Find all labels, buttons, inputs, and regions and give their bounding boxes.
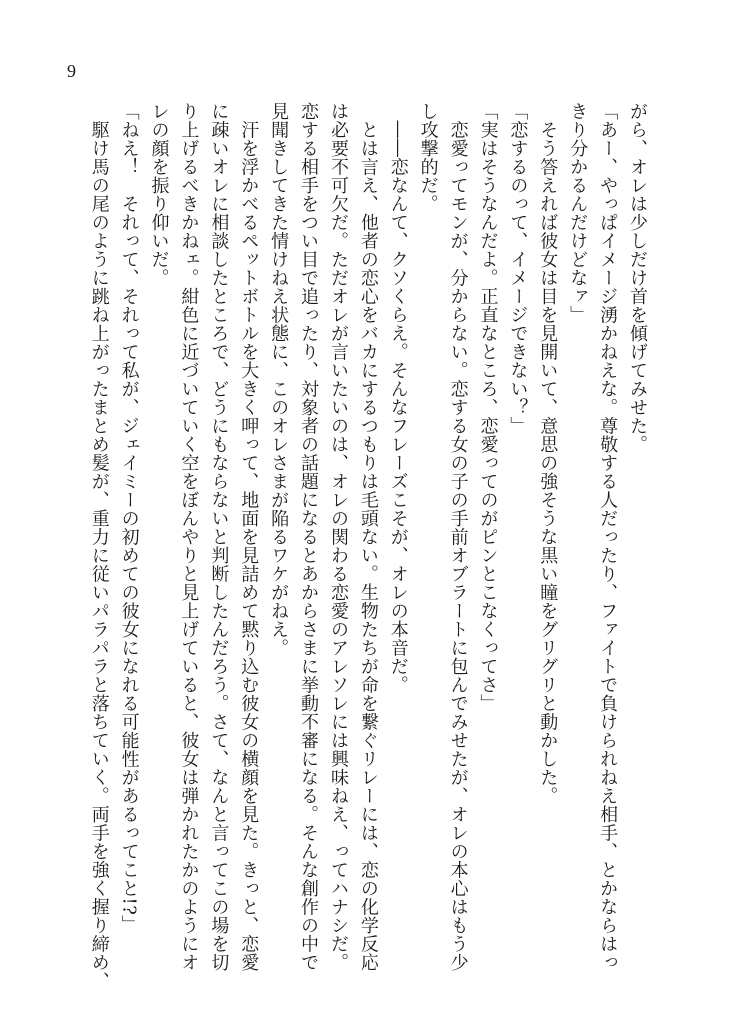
text-line: に疎いオレに相談したところで、どうにもならないと判断したんだろう。さて、なんと言ってこの場を切 [208,102,230,972]
text-line: 「ねえ！ それって、それって私が、ジェイミーの初めての彼女になれる可能性があるってこと!?」 [118,102,140,934]
text-line: 見聞きしてきた情けねえ状態に、このオレさまが陥るワケがねえ。 [268,102,290,657]
text-line: がら、オレは少しだけ首を傾げてみせた。 [627,102,648,454]
text-line: 汗を浮かべるペットボトルを大きく呷って、地面を見詰めて黙り込む彼女の横顔を見た。きっと、恋愛 [238,102,260,972]
text-line: ――恋なんて、クソくらえ。そんなフレーズこそが、オレの本音だ。 [387,102,409,694]
text-line: とは言え、他者の恋心をバカにするつもりは毛頭ない。生物たちが命を繋ぐリレーには、恋の化学反応 [357,102,379,972]
text-line: 恋愛ってモンが、分からない。恋する女の子の手前オブラートに包んでみせたが、オレの本心はもう少 [447,102,469,972]
text-line: 駆け馬の尾のように跳ね上がったまとめ髪が、重力に従いパラパラと落ちていく。両手を強く握り締め、 [88,102,110,990]
text-line: 「実はそうなんだよ。正直なところ、恋愛ってのがピンとこなくってさ」 [477,102,499,713]
text-line: 「恋するのって、イメージできない？」 [507,102,529,435]
text-line: 恋する相手をつい目で追ったり、対象者の話題になるとあからさまに挙動不審になる。そんな創作の中で [298,102,320,972]
text-line: きり分かるんだけどなァ」 [567,102,589,324]
page-number: 9 [67,61,76,81]
text-line: は必要不可欠だ。ただオレが言いたいのは、オレの関わる恋愛のアレソレには興味ねえ、ってハナシだ。 [327,102,349,972]
body-text [84,102,652,990]
text-line: 「あー、やっぱイメージ湧かねえな。尊敬する人だったり、ファイトで負けられねえ相手、とかならはっ [597,102,619,972]
text-line: そう答えれば彼女は目を見開いて、意思の強そうな黒い瞳をグリグリと動かした。 [537,102,559,805]
text-line: り上げるべきかねェ。紺色に近づいていく空をぼんやりと見上げていると、彼女は弾かれたかのようにオ [178,102,200,972]
text-line: レの顔を振り仰いだ。 [148,102,170,287]
text-line: し攻撃的だ。 [417,102,439,213]
